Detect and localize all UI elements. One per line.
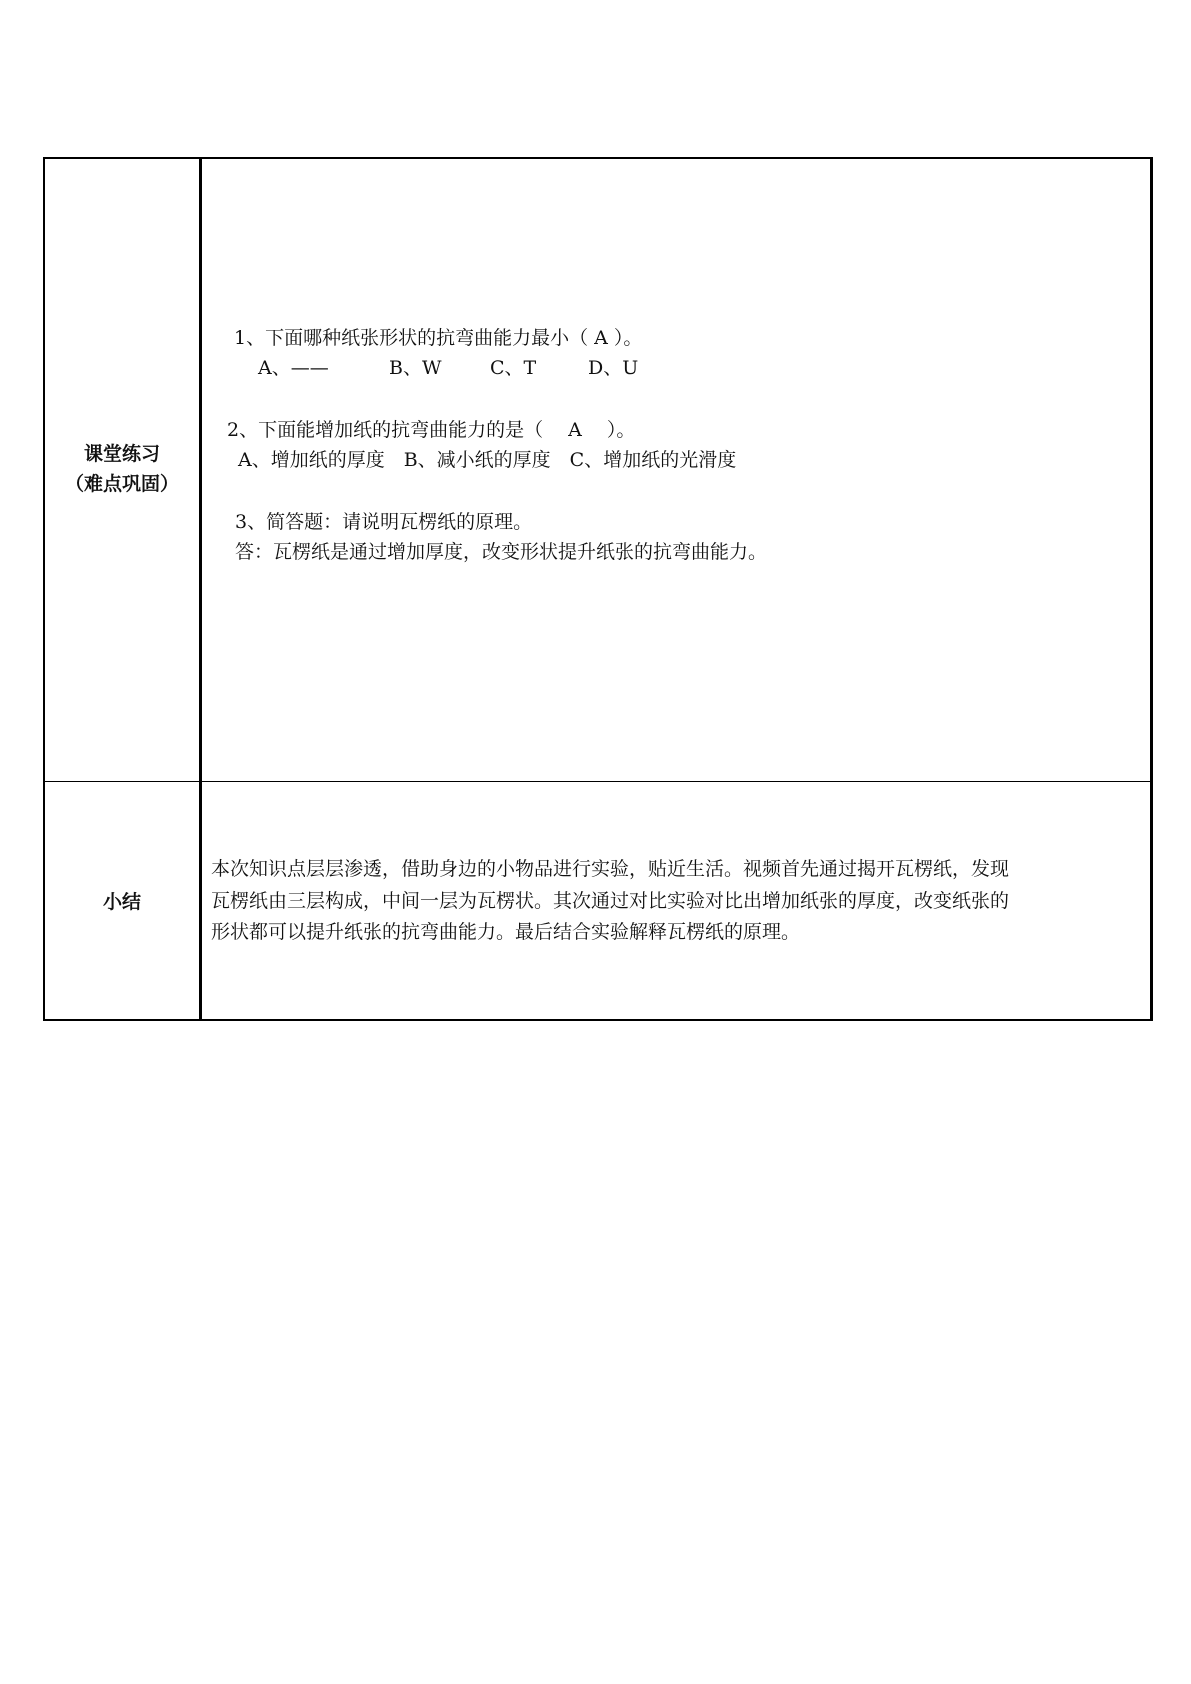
q1-option-a: A、—— — [258, 357, 329, 379]
summary-line: 本次知识点层层渗透，借助身边的小物品进行实验，贴近生活。视频首先通过揭开瓦楞纸，发现 — [211, 858, 1010, 880]
q2-options: A、增加纸的厚度 B、减小纸的厚度 C、增加纸的光滑度 — [238, 449, 737, 471]
lesson-table — [43, 157, 1153, 1021]
practice-label-subtitle: （难点巩固） — [64, 473, 179, 495]
question-1: 1、下面哪种纸张形状的抗弯曲能力最小（ A ）。 — [234, 327, 643, 349]
summary-line: 瓦楞纸由三层构成，中间一层为瓦楞状。其次通过对比实验对比出增加纸张的厚度，改变纸张的 — [211, 889, 1010, 912]
q3-answer: 答：瓦楞纸是通过增加厚度，改变形状提升纸张的抗弯曲能力。 — [235, 541, 768, 563]
question-3: 3、简答题：请说明瓦楞纸的原理。 — [235, 511, 533, 533]
q1-option-b: B、W — [389, 357, 442, 379]
summary-row-label: 小结 — [102, 891, 141, 913]
q1-option-d: D、U — [588, 357, 639, 379]
q1-option-c: C、T — [490, 357, 537, 379]
practice-row-label — [45, 439, 199, 499]
practice-label-title: 课堂练习 — [83, 443, 160, 465]
row-divider — [45, 781, 1150, 782]
summary-text — [211, 854, 1146, 949]
question-2: 2、下面能增加纸的抗弯曲能力的是（ A ）。 — [227, 419, 636, 441]
summary-line: 形状都可以提升纸张的抗弯曲能力。最后结合实验解释瓦楞纸的原理。 — [211, 921, 801, 943]
column-divider — [199, 159, 202, 1019]
